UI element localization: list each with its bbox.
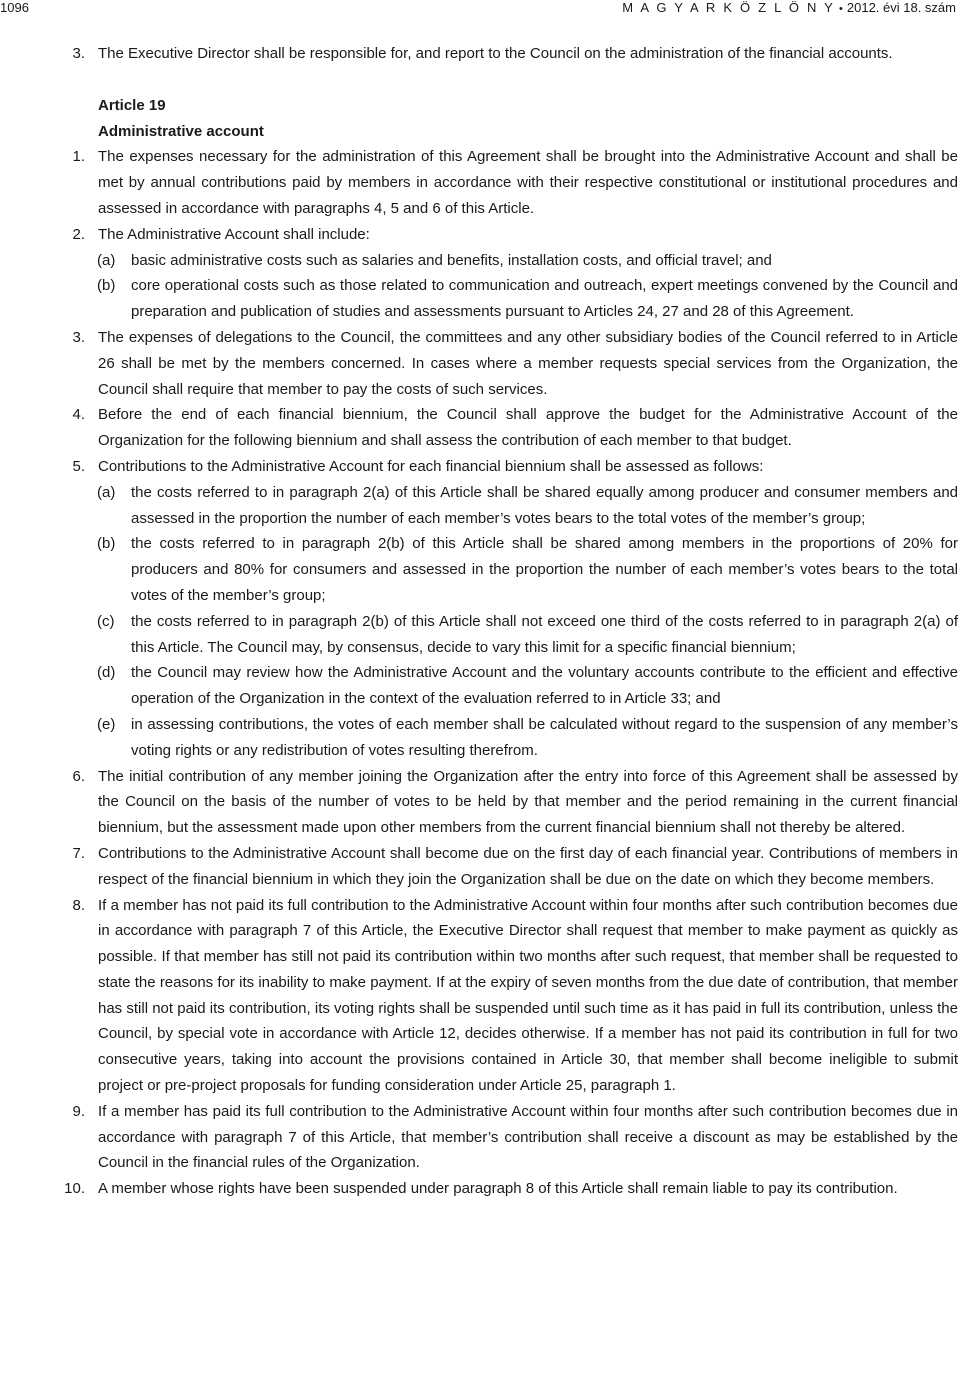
paragraph-4	[0, 402, 958, 454]
paragraph-5-sub-a	[0, 480, 958, 532]
bullet-separator: •	[839, 3, 843, 15]
item-number: 8.	[72, 896, 85, 914]
sub-text: the costs referred to in paragraph 2(a) of this Article shall be shared equally among producer and consumer members and assessed in the proportion the number of each member’s votes bears to the total votes of the member’s group;	[131, 483, 958, 527]
paragraph-8	[0, 893, 958, 1099]
paragraph-10	[0, 1176, 958, 1202]
sub-text: the Council may review how the Administrative Account and the voluntary accounts contribute to the efficient and effective operation of the Organization in the context of the evaluation referred to in Article 33; and	[131, 664, 958, 708]
paragraph-7	[0, 841, 958, 893]
item-text: If a member has not paid its full contribution to the Administrative Account within four months after such contribution becomes due in accordance with paragraph 7 of this Article, the Executive Director shall request that member to make payment as quickly as possible. If that member has still not paid its contribution within two months after such request, that member shall be requested to state the reasons for its inability to make payment. If at the expiry of seven months from the due date of contribution, that member has still not paid its contribution, its voting rights shall be suspended until such time as it has paid in full its contribution, unless the Council, by special vote in accordance with Article 12, decides otherwise. If a member has not paid its contribution in full for two consecutive years, taking into account the provisions contained in Article 30, that member shall become ineligible to submit project or pre-project proposals for funding consideration under Article 25, paragraph 1.	[98, 896, 958, 1095]
item-text: The initial contribution of any member joining the Organization after the entry into force of this Agreement shall be assessed by the Council on the basis of the number of votes to be held by that member and the period remaining in the current financial biennium, but the assessment made upon other members from the current financial biennium shall not thereby be altered.	[98, 767, 958, 837]
paragraph-5	[0, 454, 958, 480]
sub-text: basic administrative costs such as salaries and benefits, installation costs, and official travel; and	[131, 251, 772, 269]
sub-letter: (a)	[97, 251, 116, 269]
item-number: 4.	[72, 406, 85, 424]
issue-number: 2012. évi 18. szám	[846, 0, 956, 15]
prev-article-item	[0, 41, 958, 67]
journal-info	[622, 0, 956, 17]
item-number: 2.	[72, 225, 85, 243]
paragraph-5-sub-b	[0, 531, 958, 608]
article-subtitle: Administrative account	[98, 122, 264, 140]
article-title: Article 19	[98, 96, 166, 114]
item-text: The Administrative Account shall include:	[98, 225, 370, 243]
sub-text: in assessing contributions, the votes of each member shall be calculated without regard to the suspension of any member’s voting rights or any redistribution of votes resulting therefrom.	[131, 715, 958, 759]
item-number: 9.	[72, 1102, 85, 1120]
item-number: 7.	[72, 844, 85, 862]
item-number: 3.	[72, 45, 85, 62]
item-text: If a member has paid its full contribution to the Administrative Account within four months after such contribution becomes due in accordance with paragraph 7 of this Article, that member’s contribution shall receive a discount as may be established by the Council in the financial rules of the Organization.	[98, 1102, 958, 1172]
sub-letter: (c)	[97, 612, 115, 630]
sub-letter: (e)	[97, 715, 116, 733]
sub-text: the costs referred to in paragraph 2(b) of this Article shall be shared among members in the proportions of 20% for producers and 80% for consumers and assessed in the proportion the number of each member’s votes bears to the total votes of the member’s group;	[131, 535, 958, 604]
paragraph-6	[0, 764, 958, 841]
page-number: 1096	[0, 0, 29, 15]
page-header	[0, 0, 956, 18]
paragraph-5-sub-c	[0, 609, 958, 661]
item-number: 3.	[72, 328, 85, 346]
item-text: Contributions to the Administrative Account for each financial biennium shall be assessed as follows:	[98, 457, 764, 475]
item-text: The expenses of delegations to the Council, the committees and any other subsidiary bodies of the Council referred to in Article 26 shall be met by the members concerned. In cases where a member requests special services from the Organization, the Council shall require that member to pay the costs of such services.	[98, 328, 958, 398]
sub-letter: (b)	[97, 277, 116, 295]
journal-name: M A G Y A R K Ö Z L Ö N Y	[622, 0, 836, 15]
paragraph-9	[0, 1099, 958, 1176]
paragraph-2	[0, 222, 958, 248]
item-text: Before the end of each financial biennium, the Council shall approve the budget for the Administrative Account of the Organization for the following biennium and shall assess the contribution of each member to that budget.	[98, 406, 958, 450]
paragraph-5-sub-d	[0, 660, 958, 712]
document-body	[0, 41, 958, 1202]
paragraph-5-sub-e	[0, 712, 958, 764]
paragraph-1	[0, 144, 958, 221]
sub-letter: (d)	[97, 664, 116, 682]
item-number: 10.	[64, 1180, 85, 1198]
paragraph-2-sub-b	[0, 273, 958, 325]
sub-letter: (a)	[97, 483, 116, 501]
sub-text: core operational costs such as those related to communication and outreach, expert meetings convened by the Council and preparation and publication of studies and assessments pursuant to Articles 24, 27 and 28 of this Agreement.	[131, 277, 958, 321]
paragraph-2-sub-a	[0, 248, 958, 274]
item-text: The Executive Director shall be responsible for, and report to the Council on the administration of the financial accounts.	[98, 45, 893, 62]
item-text: Contributions to the Administrative Account shall become due on the first day of each financial year. Contributions of members in respect of the financial biennium in which they join the Organization shall be due on the date on which they become members.	[98, 844, 958, 888]
item-number: 6.	[72, 767, 85, 785]
item-number: 1.	[72, 148, 85, 166]
paragraph-3	[0, 325, 958, 402]
item-number: 5.	[72, 457, 85, 475]
sub-letter: (b)	[97, 535, 116, 553]
item-text: The expenses necessary for the administration of this Agreement shall be brought into the Administrative Account and shall be met by annual contributions paid by members in accordance with their respective constitutional or institutional procedures and assessed in accordance with paragraphs 4, 5 and 6 of this Article.	[98, 148, 958, 217]
item-text: A member whose rights have been suspended under paragraph 8 of this Article shall remain liable to pay its contribution.	[98, 1180, 898, 1198]
sub-text: the costs referred to in paragraph 2(b) of this Article shall not exceed one third of the costs referred to in paragraph 2(a) of this Article. The Council may, by consensus, decide to vary this limit for a specific financial biennium;	[131, 612, 958, 656]
